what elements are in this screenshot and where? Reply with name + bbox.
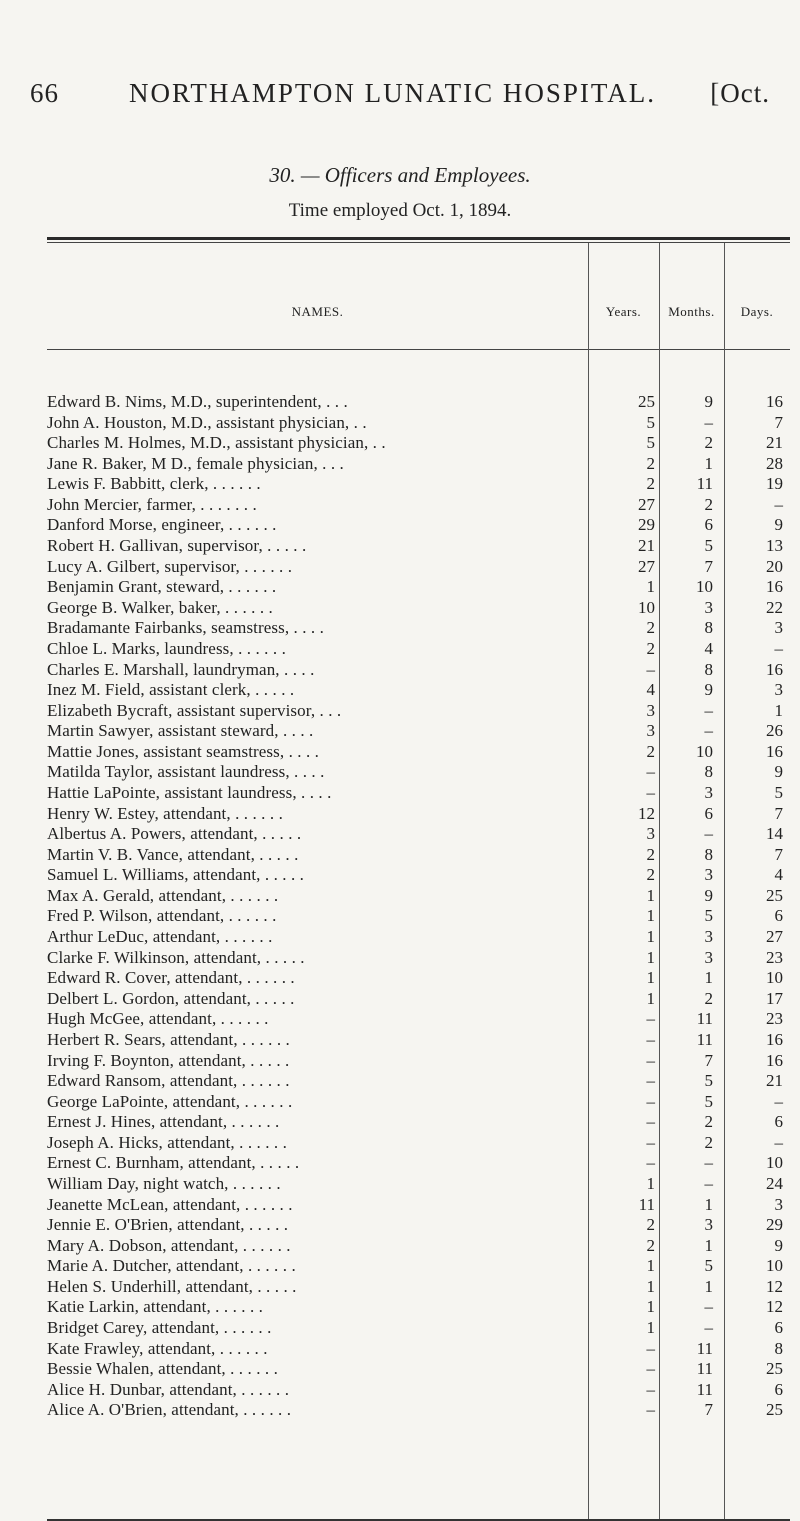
years-cell: 25 <box>638 392 655 411</box>
table-row <box>47 804 790 825</box>
months-cell: – <box>704 700 713 720</box>
days-cell: 25 <box>766 1359 783 1379</box>
name-cell: Hattie LaPointe, assistant laundress, . . . . <box>47 782 332 802</box>
days-cell: 9 <box>774 515 783 535</box>
years-cell: 1 <box>646 906 655 926</box>
name-cell: Edward Ransom, attendant, . . . . . . <box>47 1071 290 1091</box>
years-cell: 2 <box>646 453 655 473</box>
table-row <box>47 1133 790 1154</box>
days-cell: 26 <box>766 721 783 741</box>
days-cell: 16 <box>766 1029 783 1049</box>
table-subtitle: Time employed Oct. 1, 1894. <box>288 200 512 221</box>
name-cell: Lucy A. Gilbert, supervisor, . . . . . . <box>47 556 293 576</box>
months-cell: – <box>704 1153 713 1173</box>
table-row <box>47 1318 790 1339</box>
days-cell: 21 <box>766 433 783 453</box>
days-cell: 9 <box>774 1235 783 1255</box>
days-cell: 10 <box>766 1153 783 1173</box>
years-cell: – <box>646 1029 655 1049</box>
table-row <box>47 1256 790 1277</box>
name-cell: Katie Larkin, attendant, . . . . . . <box>47 1297 264 1317</box>
years-cell: 2 <box>646 618 655 638</box>
months-cell: 5 <box>704 1091 713 1111</box>
days-cell: 13 <box>766 536 783 556</box>
page-number: 66 <box>30 78 59 108</box>
table-row <box>47 824 790 845</box>
years-cell: 1 <box>646 988 655 1008</box>
days-cell: 10 <box>766 1256 783 1276</box>
name-cell: Robert H. Gallivan, supervisor, . . . . . <box>47 536 307 556</box>
years-cell: 1 <box>646 577 655 597</box>
months-cell: – <box>704 1297 713 1317</box>
years-cell: – <box>646 659 655 679</box>
days-cell: 6 <box>774 1112 783 1132</box>
days-cell: 16 <box>766 392 783 411</box>
years-cell: 3 <box>646 700 655 720</box>
name-cell: John Mercier, farmer, . . . . . . . <box>47 494 257 514</box>
days-cell: 9 <box>774 762 783 782</box>
column-header-years: Years. <box>605 304 642 319</box>
days-cell: 20 <box>766 556 783 576</box>
table-row <box>47 1380 790 1401</box>
days-cell: 24 <box>766 1173 783 1193</box>
months-cell: 1 <box>704 1276 713 1296</box>
years-cell: 2 <box>646 638 655 658</box>
name-cell: Max A. Gerald, attendant, . . . . . . <box>47 885 279 905</box>
years-cell: 1 <box>646 927 655 947</box>
column-header-names: NAMES. <box>291 304 344 319</box>
months-cell: 9 <box>704 680 713 700</box>
table-row <box>47 1297 790 1318</box>
name-cell: Jennie E. O'Brien, attendant, . . . . . <box>47 1215 289 1235</box>
years-cell: – <box>646 1379 655 1399</box>
table-body <box>47 392 790 1421</box>
table-row <box>47 598 790 619</box>
months-cell: 7 <box>704 1050 713 1070</box>
days-cell: 7 <box>774 803 783 823</box>
years-cell: 29 <box>638 515 655 535</box>
days-cell: 17 <box>766 988 783 1008</box>
table-row <box>47 845 790 866</box>
months-cell: 2 <box>704 433 713 453</box>
table-row <box>47 1092 790 1113</box>
months-cell: 5 <box>704 1071 713 1091</box>
table-row <box>47 1051 790 1072</box>
years-cell: – <box>646 762 655 782</box>
years-cell: – <box>646 1050 655 1070</box>
days-cell: 3 <box>774 1194 783 1214</box>
days-cell: 29 <box>766 1215 783 1235</box>
days-cell: 27 <box>766 927 783 947</box>
name-cell: Bradamante Fairbanks, seamstress, . . . . <box>47 618 324 638</box>
years-cell: – <box>646 1400 655 1420</box>
months-cell: 9 <box>704 392 713 411</box>
name-cell: Matilda Taylor, assistant laundress, . . . . <box>47 762 325 782</box>
name-cell: Irving F. Boynton, attendant, . . . . . <box>47 1050 290 1070</box>
months-cell: 1 <box>704 1235 713 1255</box>
days-cell: 6 <box>774 1318 783 1338</box>
name-cell: Helen S. Underhill, attendant, . . . . . <box>47 1276 297 1296</box>
name-cell: Jeanette McLean, attendant, . . . . . . <box>47 1194 293 1214</box>
months-cell: – <box>704 412 713 432</box>
table-row <box>47 906 790 927</box>
months-cell: 8 <box>704 844 713 864</box>
name-cell: Benjamin Grant, steward, . . . . . . <box>47 577 277 597</box>
header-month: [Oct. <box>710 78 770 108</box>
table-row <box>47 392 790 413</box>
table-row <box>47 515 790 536</box>
months-cell: 7 <box>704 1400 713 1420</box>
months-cell: 11 <box>696 1338 713 1358</box>
days-cell: 16 <box>766 577 783 597</box>
days-cell: 4 <box>774 865 783 885</box>
years-cell: – <box>646 1359 655 1379</box>
months-cell: 11 <box>696 1029 713 1049</box>
years-cell: 10 <box>638 597 655 617</box>
table-row <box>47 968 790 989</box>
months-cell: 3 <box>704 782 713 802</box>
years-cell: – <box>646 1112 655 1132</box>
months-cell: 3 <box>704 947 713 967</box>
name-cell: Ernest J. Hines, attendant, . . . . . . <box>47 1112 280 1132</box>
years-cell: 27 <box>638 494 655 514</box>
name-cell: Ernest C. Burnham, attendant, . . . . . <box>47 1153 300 1173</box>
name-cell: Clarke F. Wilkinson, attendant, . . . . . <box>47 947 305 967</box>
table-row <box>47 1195 790 1216</box>
table-row <box>47 742 790 763</box>
days-cell: 6 <box>774 1379 783 1399</box>
table-top-rule <box>47 237 790 240</box>
months-cell: – <box>704 1173 713 1193</box>
years-cell: 1 <box>646 1297 655 1317</box>
name-cell: Bridget Carey, attendant, . . . . . . <box>47 1318 272 1338</box>
header-rule <box>47 349 790 350</box>
days-cell: 25 <box>766 885 783 905</box>
months-cell: 1 <box>704 968 713 988</box>
months-cell: 2 <box>704 988 713 1008</box>
name-cell: Marie A. Dutcher, attendant, . . . . . . <box>47 1256 296 1276</box>
days-cell: – <box>774 638 783 658</box>
table-row <box>47 639 790 660</box>
days-cell: 7 <box>774 412 783 432</box>
name-cell: Charles E. Marshall, laundryman, . . . . <box>47 659 315 679</box>
months-cell: 6 <box>704 803 713 823</box>
table-row <box>47 783 790 804</box>
table-row <box>47 1153 790 1174</box>
years-cell: – <box>646 1009 655 1029</box>
years-cell: 3 <box>646 824 655 844</box>
table-row <box>47 927 790 948</box>
table-row <box>47 1277 790 1298</box>
months-cell: – <box>704 1318 713 1338</box>
table-row <box>47 536 790 557</box>
years-cell: 5 <box>646 433 655 453</box>
months-cell: 3 <box>704 865 713 885</box>
months-cell: 9 <box>704 885 713 905</box>
months-cell: 3 <box>704 597 713 617</box>
months-cell: – <box>704 721 713 741</box>
years-cell: 27 <box>638 556 655 576</box>
months-cell: 10 <box>696 741 713 761</box>
months-cell: 1 <box>704 453 713 473</box>
years-cell: 4 <box>646 680 655 700</box>
days-cell: 21 <box>766 1071 783 1091</box>
months-cell: 1 <box>704 1194 713 1214</box>
table-row <box>47 557 790 578</box>
months-cell: 11 <box>696 1379 713 1399</box>
table-row <box>47 762 790 783</box>
days-cell: 25 <box>766 1400 783 1420</box>
years-cell: – <box>646 1091 655 1111</box>
days-cell: 12 <box>766 1297 783 1317</box>
table-row <box>47 721 790 742</box>
days-cell: 22 <box>766 597 783 617</box>
years-cell: 5 <box>646 412 655 432</box>
days-cell: 3 <box>774 680 783 700</box>
months-cell: 8 <box>704 659 713 679</box>
name-cell: William Day, night watch, . . . . . . <box>47 1173 281 1193</box>
years-cell: 1 <box>646 885 655 905</box>
name-cell: Alice A. O'Brien, attendant, . . . . . . <box>47 1400 292 1420</box>
table-row <box>47 1236 790 1257</box>
employees-table <box>47 237 792 1520</box>
name-cell: Herbert R. Sears, attendant, . . . . . . <box>47 1029 290 1049</box>
days-cell: 14 <box>766 824 783 844</box>
years-cell: 2 <box>646 1215 655 1235</box>
name-cell: Arthur LeDuc, attendant, . . . . . . <box>47 927 273 947</box>
months-cell: 5 <box>704 906 713 926</box>
table-row <box>47 1400 790 1421</box>
name-cell: Joseph A. Hicks, attendant, . . . . . . <box>47 1132 287 1152</box>
name-cell: Edward B. Nims, M.D., superintendent, . . . <box>47 392 348 411</box>
table-row <box>47 1112 790 1133</box>
days-cell: 12 <box>766 1276 783 1296</box>
months-cell: 8 <box>704 762 713 782</box>
months-cell: 2 <box>704 1132 713 1152</box>
days-cell: 19 <box>766 474 783 494</box>
table-row <box>47 948 790 969</box>
years-cell: 11 <box>638 1194 655 1214</box>
table-row <box>47 680 790 701</box>
years-cell: 21 <box>638 536 655 556</box>
table-top-rule-thin <box>47 242 790 243</box>
days-cell: 6 <box>774 906 783 926</box>
years-cell: 2 <box>646 844 655 864</box>
months-cell: 2 <box>704 494 713 514</box>
days-cell: 7 <box>774 844 783 864</box>
years-cell: – <box>646 1153 655 1173</box>
name-cell: Albertus A. Powers, attendant, . . . . . <box>47 824 302 844</box>
months-cell: 3 <box>704 927 713 947</box>
name-cell: Samuel L. Williams, attendant, . . . . . <box>47 865 305 885</box>
years-cell: 2 <box>646 741 655 761</box>
months-cell: 10 <box>696 577 713 597</box>
months-cell: 7 <box>704 556 713 576</box>
name-cell: Chloe L. Marks, laundress, . . . . . . <box>47 638 286 658</box>
months-cell: 11 <box>696 474 713 494</box>
name-cell: Bessie Whalen, attendant, . . . . . . <box>47 1359 278 1379</box>
months-cell: – <box>704 824 713 844</box>
months-cell: 5 <box>704 1256 713 1276</box>
name-cell: Martin Sawyer, assistant steward, . . . . <box>47 721 314 741</box>
table-row <box>47 1009 790 1030</box>
running-title: NORTHAMPTON LUNATIC HOSPITAL. <box>129 78 656 108</box>
years-cell: 1 <box>646 947 655 967</box>
years-cell: 3 <box>646 721 655 741</box>
name-cell: Charles M. Holmes, M.D., assistant physician, . . <box>47 433 386 453</box>
years-cell: – <box>646 1338 655 1358</box>
days-cell: 23 <box>766 947 783 967</box>
days-cell: – <box>774 1132 783 1152</box>
name-cell: Mary A. Dobson, attendant, . . . . . . <box>47 1235 291 1255</box>
years-cell: – <box>646 782 655 802</box>
column-header-months: Months. <box>668 304 715 319</box>
months-cell: 11 <box>696 1359 713 1379</box>
name-cell: John A. Houston, M.D., assistant physician, . . <box>47 412 367 432</box>
months-cell: 6 <box>704 515 713 535</box>
table-row <box>47 577 790 598</box>
column-header-days: Days. <box>740 304 774 319</box>
years-cell: 2 <box>646 1235 655 1255</box>
months-cell: 3 <box>704 1215 713 1235</box>
table-row <box>47 989 790 1010</box>
years-cell: 1 <box>646 1318 655 1338</box>
table-row <box>47 433 790 454</box>
name-cell: Kate Frawley, attendant, . . . . . . <box>47 1338 268 1358</box>
table-row <box>47 1359 790 1380</box>
days-cell: 23 <box>766 1009 783 1029</box>
table-row <box>47 1339 790 1360</box>
days-cell: – <box>774 494 783 514</box>
name-cell: Mattie Jones, assistant seamstress, . . . . <box>47 741 320 761</box>
table-row <box>47 886 790 907</box>
months-cell: 5 <box>704 536 713 556</box>
name-cell: Lewis F. Babbitt, clerk, . . . . . . <box>47 474 261 494</box>
table-row <box>47 413 790 434</box>
page-header <box>30 78 770 114</box>
table-row <box>47 1215 790 1236</box>
months-cell: 11 <box>696 1009 713 1029</box>
table-row <box>47 660 790 681</box>
years-cell: 12 <box>638 803 655 823</box>
name-cell: Danford Morse, engineer, . . . . . . <box>47 515 277 535</box>
years-cell: 2 <box>646 865 655 885</box>
name-cell: Edward R. Cover, attendant, . . . . . . <box>47 968 295 988</box>
name-cell: Fred P. Wilson, attendant, . . . . . . <box>47 906 277 926</box>
days-cell: 5 <box>774 782 783 802</box>
table-row <box>47 618 790 639</box>
name-cell: Delbert L. Gordon, attendant, . . . . . <box>47 988 295 1008</box>
months-cell: 4 <box>704 638 713 658</box>
name-cell: George B. Walker, baker, . . . . . . <box>47 597 273 617</box>
days-cell: 28 <box>766 453 783 473</box>
days-cell: 1 <box>774 700 783 720</box>
name-cell: Jane R. Baker, M D., female physician, . . . <box>47 453 344 473</box>
table-row <box>47 701 790 722</box>
name-cell: Henry W. Estey, attendant, . . . . . . <box>47 803 283 823</box>
days-cell: 10 <box>766 968 783 988</box>
name-cell: Elizabeth Bycraft, assistant supervisor, . . . <box>47 700 342 720</box>
table-title: 30. — Officers and Employees. <box>269 163 531 187</box>
days-cell: 16 <box>766 741 783 761</box>
table-row <box>47 865 790 886</box>
table-row <box>47 1174 790 1195</box>
years-cell: 2 <box>646 474 655 494</box>
days-cell: 16 <box>766 659 783 679</box>
table-row <box>47 495 790 516</box>
name-cell: Martin V. B. Vance, attendant, . . . . . <box>47 844 299 864</box>
days-cell: 16 <box>766 1050 783 1070</box>
months-cell: 8 <box>704 618 713 638</box>
years-cell: 1 <box>646 1276 655 1296</box>
table-row <box>47 1030 790 1051</box>
table-row <box>47 454 790 475</box>
name-cell: Alice H. Dunbar, attendant, . . . . . . <box>47 1379 290 1399</box>
name-cell: George LaPointe, attendant, . . . . . . <box>47 1091 293 1111</box>
days-cell: – <box>774 1091 783 1111</box>
years-cell: – <box>646 1132 655 1152</box>
name-cell: Inez M. Field, assistant clerk, . . . . . <box>47 680 295 700</box>
months-cell: 2 <box>704 1112 713 1132</box>
years-cell: 1 <box>646 1256 655 1276</box>
name-cell: Hugh McGee, attendant, . . . . . . <box>47 1009 269 1029</box>
table-row <box>47 1071 790 1092</box>
table-row <box>47 474 790 495</box>
years-cell: 1 <box>646 968 655 988</box>
years-cell: – <box>646 1071 655 1091</box>
days-cell: 8 <box>774 1338 783 1358</box>
days-cell: 3 <box>774 618 783 638</box>
years-cell: 1 <box>646 1173 655 1193</box>
